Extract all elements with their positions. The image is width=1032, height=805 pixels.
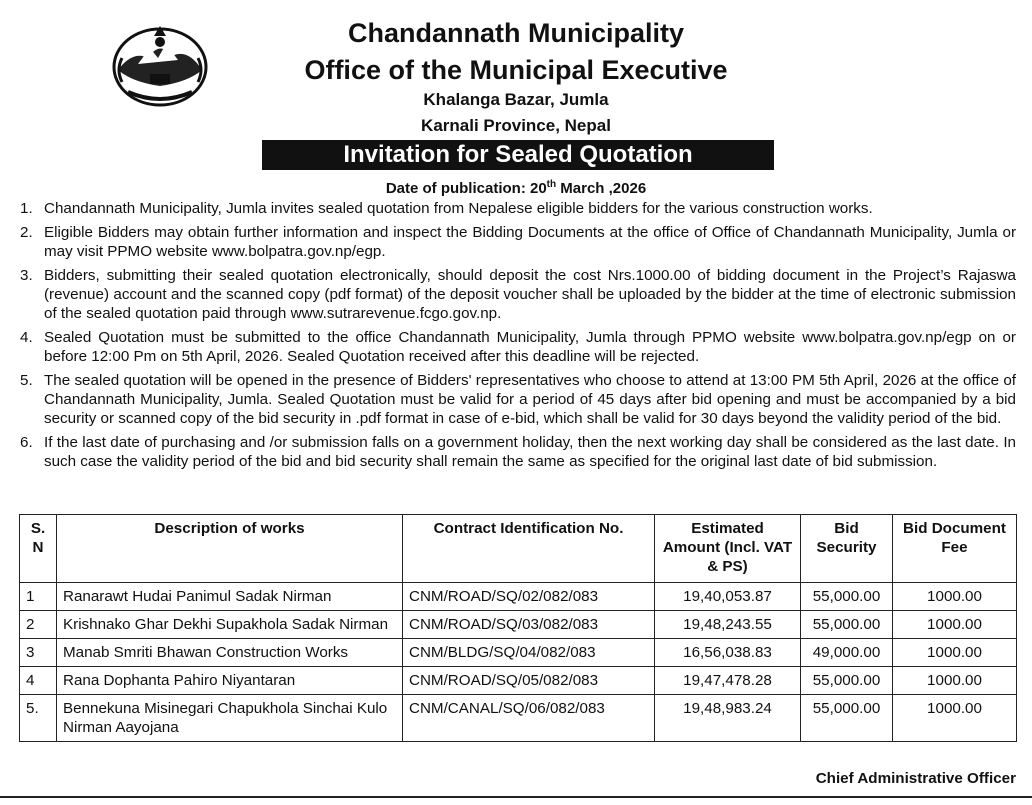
clause-item	[16, 199, 1016, 218]
cell-sn: 1	[20, 583, 57, 611]
table-row	[20, 667, 1017, 695]
bottom-rule	[0, 796, 1032, 798]
clause-text: Sealed Quotation must be submitted to the office Chandannath Municipality, Jumla through PPMO website www.bolpatra.gov.np/egp on or before 12:00 Pm on 5th April, 2026. Sealed Quotation received after this deadline will be rejected.	[44, 329, 1016, 365]
cell-description: Bennekuna Misinegari Chapukhola Sinchai Kulo Nirman Aayojana	[57, 695, 403, 742]
cell-estimated-amount: 19,47,478.28	[655, 667, 801, 695]
cell-document-fee: 1000.00	[893, 583, 1017, 611]
cell-description: Ranarawt Hudai Panimul Sadak Nirman	[57, 583, 403, 611]
cell-document-fee: 1000.00	[893, 639, 1017, 667]
clause-number: 1.	[20, 200, 33, 217]
cell-document-fee: 1000.00	[893, 611, 1017, 639]
cell-contract-id: CNM/ROAD/SQ/03/082/083	[403, 611, 655, 639]
cell-bid-security: 55,000.00	[801, 667, 893, 695]
cell-sn: 2	[20, 611, 57, 639]
publication-date-prefix: Date of publication: 20	[385, 180, 547, 197]
table-row	[20, 611, 1017, 639]
clause-text: If the last date of purchasing and /or submission falls on a government holiday, then the next working day shall be considered as the last date. In such case the validity period of the bid and bid security shall remain the same as specified for the original last date of bid submission.	[44, 434, 1016, 470]
cell-estimated-amount: 19,40,053.87	[655, 583, 801, 611]
clause-number: 4.	[20, 329, 33, 346]
signature-title: Chief Administrative Officer	[815, 770, 1016, 787]
cell-bid-security: 55,000.00	[801, 611, 893, 639]
col-header-sn: S. N	[20, 515, 57, 583]
table-header-row	[20, 515, 1017, 583]
table-row	[20, 583, 1017, 611]
cell-description: Manab Smriti Bhawan Construction Works	[57, 639, 403, 667]
notice-title-banner: Invitation for Sealed Quotation	[262, 140, 774, 170]
cell-bid-security: 55,000.00	[801, 583, 893, 611]
clause-item	[16, 433, 1016, 471]
cell-description: Rana Dophanta Pahiro Niyantaran	[57, 667, 403, 695]
cell-contract-id: CNM/BLDG/SQ/04/082/083	[403, 639, 655, 667]
cell-bid-security: 55,000.00	[801, 695, 893, 742]
table-row	[20, 639, 1017, 667]
cell-estimated-amount: 16,56,038.83	[655, 639, 801, 667]
col-header-estimated-amount: Estimated Amount (Incl. VAT & PS)	[655, 515, 801, 583]
publication-date	[0, 175, 1032, 199]
col-header-bid-security: Bid Security	[801, 515, 893, 583]
col-header-description: Description of works	[57, 515, 403, 583]
col-header-document-fee: Bid Document Fee	[893, 515, 1017, 583]
publication-date-rest: March ,2026	[556, 180, 647, 197]
cell-estimated-amount: 19,48,243.55	[655, 611, 801, 639]
clause-text: The sealed quotation will be opened in the presence of Bidders' representatives who choose to attend at 13:00 PM 5th April, 2026 at the office of Chandannath Municipality, Jumla. Sealed Quotation must be valid for a period of 45 days after bid opening and must be accompanied by a bid security or scanned copy of the bid security in .pdf format in case of e-bid, which shall be valid for 30 days beyond the validity period of the bid.	[44, 372, 1016, 427]
clause-item	[16, 371, 1016, 428]
clause-item	[16, 266, 1016, 323]
clause-number: 5.	[20, 372, 33, 389]
cell-document-fee: 1000.00	[893, 695, 1017, 742]
office-province: Karnali Province, Nepal	[421, 116, 611, 135]
notice-clauses	[16, 199, 1016, 476]
clause-number: 2.	[20, 224, 33, 241]
clause-item	[16, 328, 1016, 366]
clause-text: Chandannath Municipality, Jumla invites sealed quotation from Nepalese eligible bidders for the various construction works.	[44, 200, 873, 217]
cell-sn: 4	[20, 667, 57, 695]
clause-number: 3.	[20, 267, 33, 284]
cell-contract-id: CNM/ROAD/SQ/05/082/083	[403, 667, 655, 695]
table-row	[20, 695, 1017, 742]
cell-sn: 3	[20, 639, 57, 667]
col-header-contract-id: Contract Identification No.	[403, 515, 655, 583]
works-table	[19, 514, 1017, 742]
clause-number: 6.	[20, 434, 33, 451]
cell-document-fee: 1000.00	[893, 667, 1017, 695]
office-address: Khalanga Bazar, Jumla	[423, 90, 609, 109]
office-name: Office of the Municipal Executive	[304, 55, 728, 85]
cell-description: Krishnako Ghar Dekhi Supakhola Sadak Nirman	[57, 611, 403, 639]
clause-item	[16, 223, 1016, 261]
cell-estimated-amount: 19,48,983.24	[655, 695, 801, 742]
cell-contract-id: CNM/CANAL/SQ/06/082/083	[403, 695, 655, 742]
municipality-name: Chandannath Municipality	[347, 18, 684, 48]
clause-text: Bidders, submitting their sealed quotation electronically, should deposit the cost Nrs.1000.00 of bidding document in the Project’s Rajaswa (revenue) account and the scanned copy (pdf format) of the deposit voucher shall be uploaded by the bidder at the time of electronic submission of the sealed quotation paid through www.sutrarevenue.fcgo.gov.np.	[44, 267, 1016, 322]
clause-text: Eligible Bidders may obtain further information and inspect the Bidding Documents at the office of Office of Chandannath Municipality, Jumla or may visit PPMO website www.bolpatra.gov.np/egp.	[44, 224, 1016, 260]
cell-sn: 5.	[20, 695, 57, 742]
publication-date-sup: th	[546, 179, 557, 190]
cell-contract-id: CNM/ROAD/SQ/02/082/083	[403, 583, 655, 611]
cell-bid-security: 49,000.00	[801, 639, 893, 667]
